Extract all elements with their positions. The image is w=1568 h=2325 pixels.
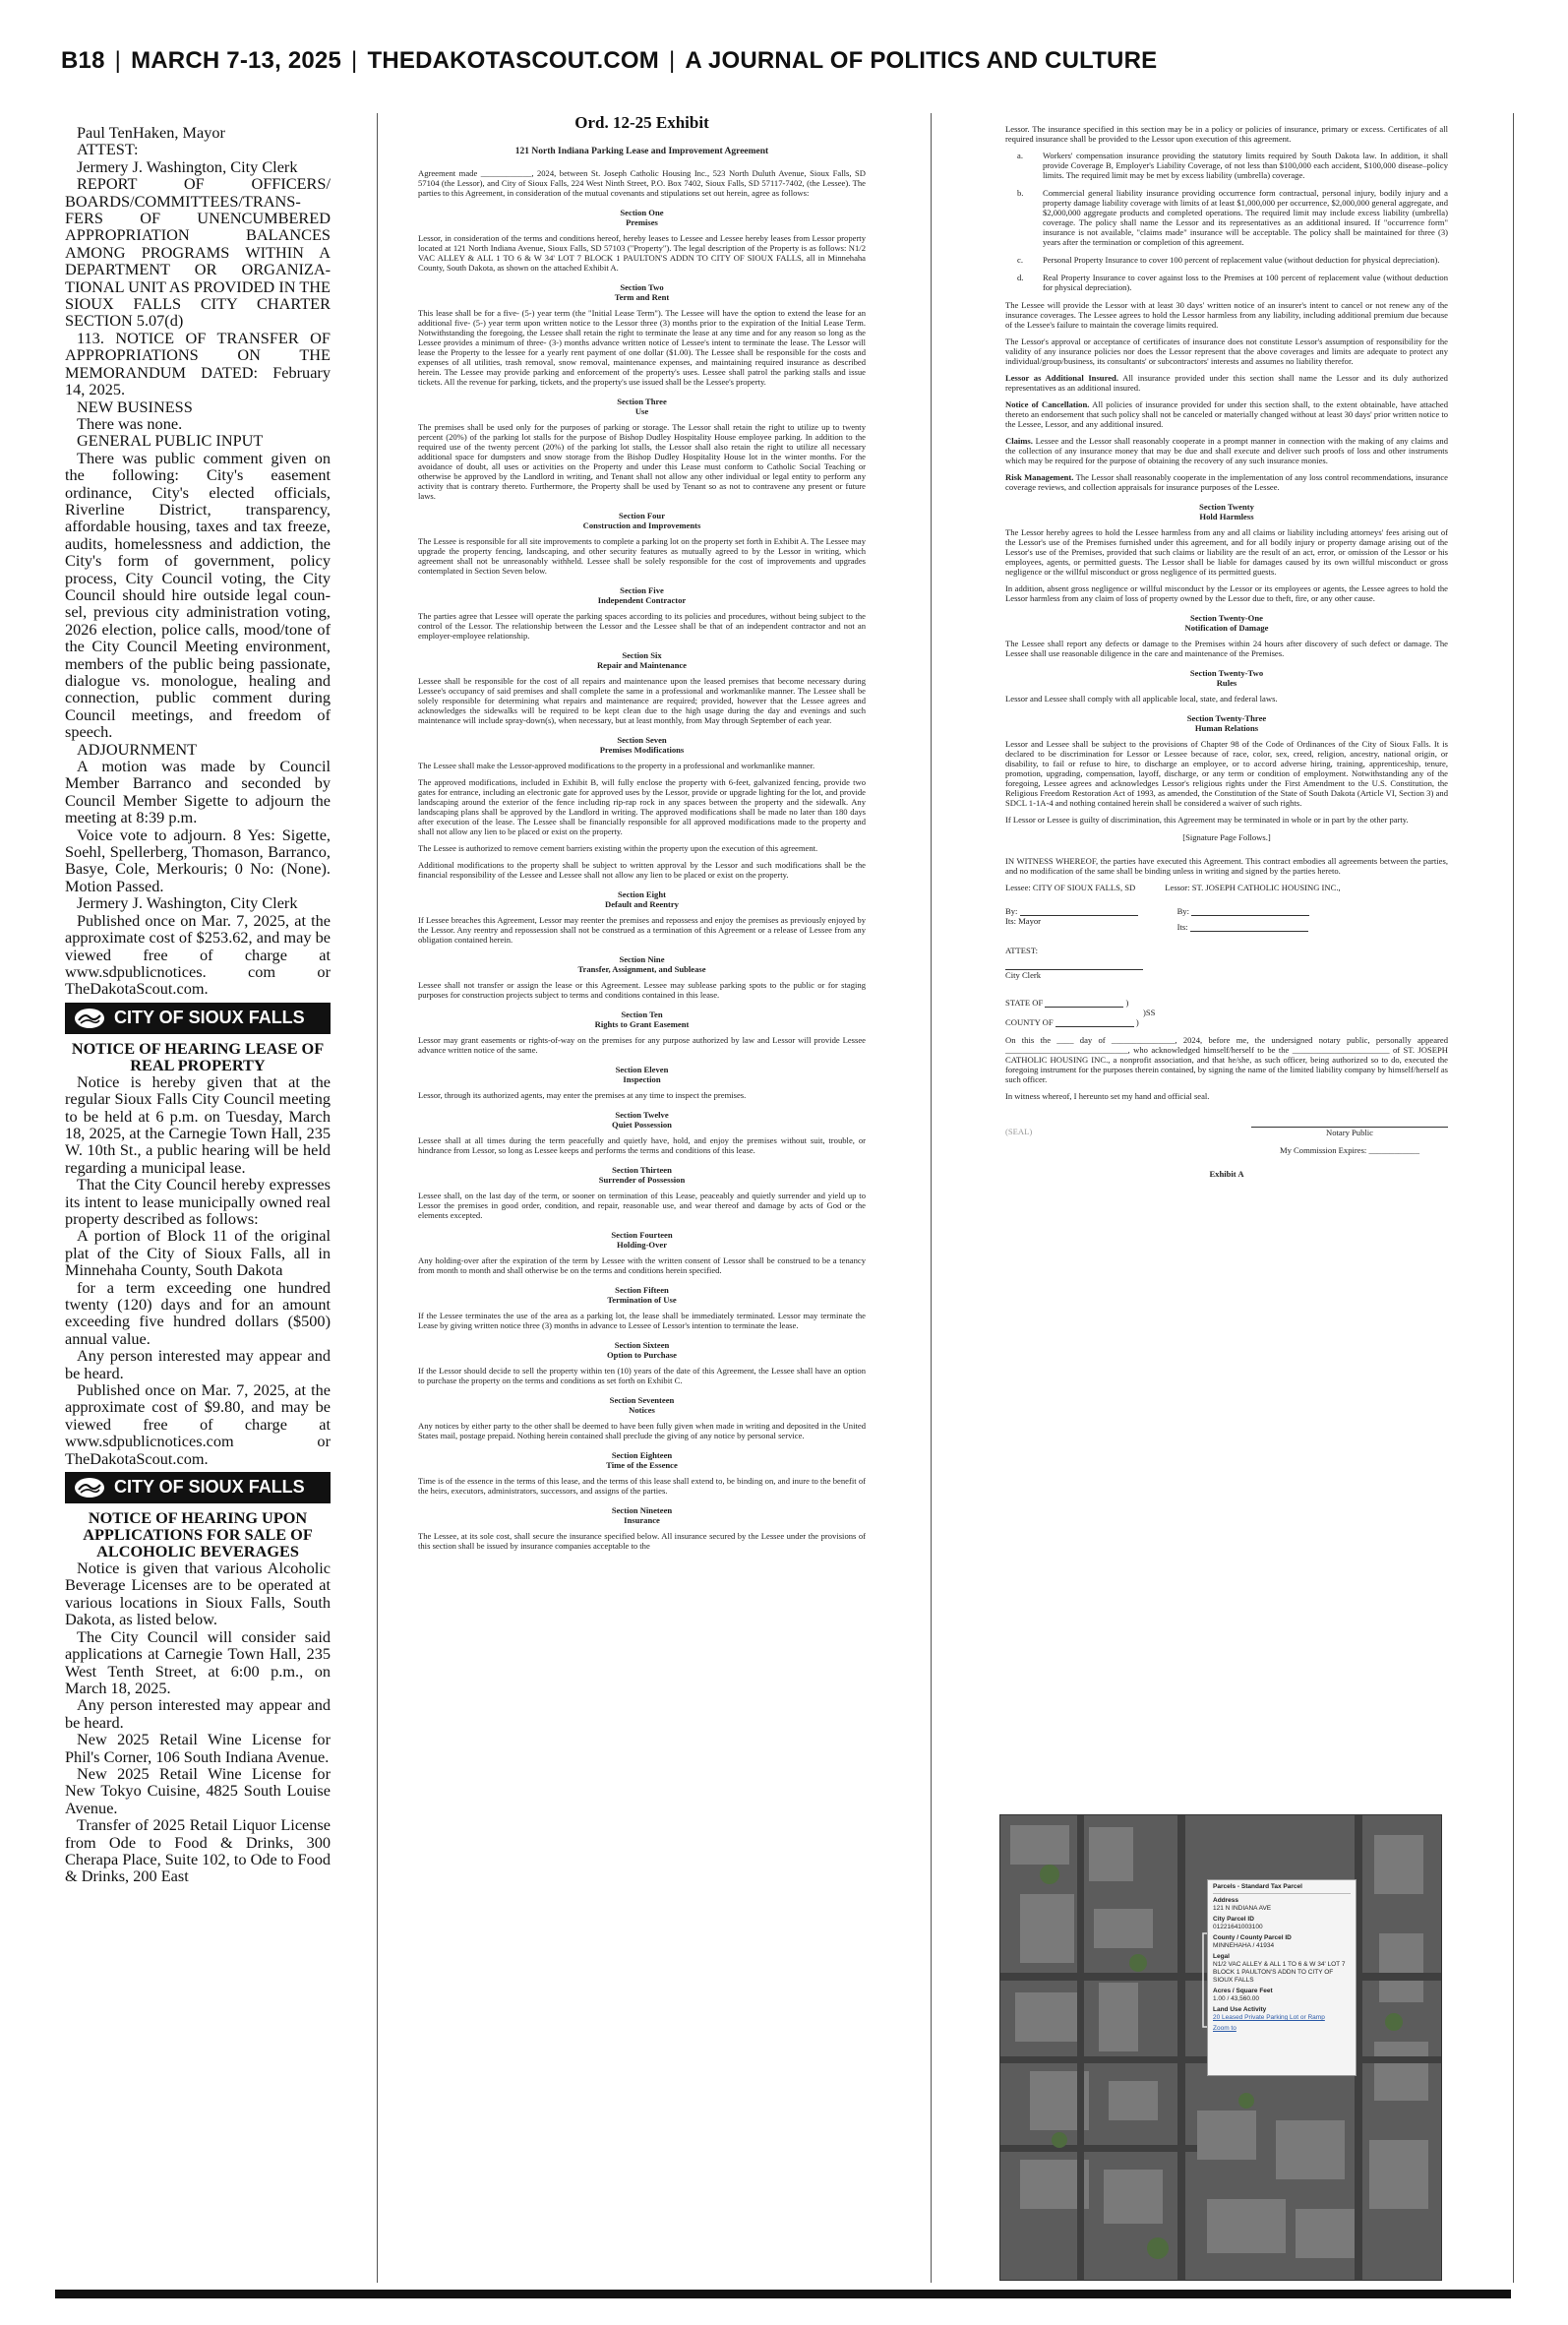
section-heading: Section Eighteen Time of the Essence <box>606 1450 678 1470</box>
section-text: The Lessee will provide the Lessor with at least 30 days' written notice of an insurer's intent to cancel or not renew any of the insurance coverages. The Lessee agrees to hold the Lessor harmless from any liability, including additional premium due because of the Lessee's failure to maintain the coverage limits required. <box>1005 300 1448 330</box>
hearing-lease-title: NOTICE OF HEARING LEASE OF REAL PROPERTY <box>71 1038 325 1074</box>
hearing-alcohol-p6: Transfer of 2025 Retail Liquor License from Ode to Food & Drinks, 300 Cherapa Place, Suite 102, to Ode to Food & Drinks, 200 East <box>65 1815 331 1886</box>
column-divider <box>931 113 932 2283</box>
section-heading: Section Seventeen Notices <box>609 1395 675 1415</box>
section-heading: Section Four Construction and Improvements <box>582 511 701 530</box>
signature-block: By: Its: Mayor By: Its: <box>1005 906 1448 932</box>
list-item: b. Commercial general liability insurance providing occurrence form contractual, personal injury, bodily injury and a property damage liability coverage with limits of at least $1,000,000 per occurrence, $2,000,000 general aggregate, and $2,000,000 aggregate products and completed operations. The required limit may include excess liability (umbrella) coverage. The policy shall name the Lessor and its representatives as an additional insured. If "occurrence form" insurance is not available, "claims made" insurance will be acceptable. The policy shall be maintained for three (3) years after the termination or completion of this agreement. <box>1017 188 1448 247</box>
section-text: Lessor, through its authorized agents, may enter the premises at any time to inspect the premises. <box>418 1090 747 1100</box>
section-text: Risk Management. The Lessor shall reasonably cooperate in the implementation of any loss control recommendations, insurance coverage reviews, and collection appraisals for insurance purposes of the Lessee. <box>1005 472 1448 492</box>
section-text: The Lessor's approval or acceptance of certificates of insurance does not constitute Lessor's assumption of responsibility for the validity of any insurance policies nor does the Lessor represent that the above coverages and limits are adequate to protect any individual/group/business, its consultants' or subcontractors' interests and assumes no liability therefor. <box>1005 337 1448 366</box>
section-text: If the Lessee terminates the use of the area as a parking lot, the lease shall be immediately terminated. Lessor may terminate the Lease by giving written notice three (3) months in advance to Lessee of Lessor's intention to terminate the lease. <box>418 1311 866 1330</box>
tagline: A JOURNAL OF POLITICS AND CULTURE <box>685 47 1158 74</box>
section-text: Lessee shall not transfer or assign the lease or this Agreement. Lessee may sublease parking spots to the public or for staging purposes for construction projects subject to terms and conditions contained in this lease. <box>418 980 866 1000</box>
hearing-lease-p2: That the City Council hereby expresses its intent to lease municipally owned real property described as follows: <box>65 1175 331 1228</box>
item-113: 113. NOTICE OF TRANSFER OF APPROPRIATIONS ON THE MEMORANDUM DATED: February 14, 2025. <box>65 328 331 399</box>
hearing-alcohol-p4: New 2025 Retail Wine License for Phil's Corner, 106 South Indiana Avenue. <box>65 1730 331 1766</box>
section-text: This lease shall be for a five- (5-) year term (the "Initial Lease Term"). The Lessee will have the option to extend the lease for an additional five- (5-) year term upon written notice to the Lessor three (3) months prior to the expiration of the Initial Lease Term. Notwithstanding the foregoing, the Lessee shall retain the right to terminate the lease at any time and for any reason so long as the Lessee provides a minimum of three- (3-) months advance written notice of Lessee's intent to terminate the lease. The Lessor will lease the Property to the lessee for a yearly rent payment of one dollar ($1.00). The Lessee shall be responsible for the costs and expenses of all utilities, trash removal, snow removal, maintenance expenses, and maintaining required insurance as described herein. The Lessee may provide parking and enforcement of the property's uses. Lessee shall patrol the parking stalls and issue tickets. All the revenue for parking, tickets, and the property's use issued shall be the Lessee's property. <box>418 308 866 387</box>
hearing-lease-p3: A portion of Block 11 of the original plat of the City of Sioux Falls, all in Minnehaha County, South Dakota <box>65 1226 331 1280</box>
clerk-signature-2: Jermery J. Washington, City Clerk <box>77 893 298 913</box>
aerial-parcel-map <box>999 1814 1442 2281</box>
hearing-lease-p4: for a term exceeding one hundred twenty (120) days and for an amount exceeding five hundred dollars ($500) annual value. <box>65 1277 331 1348</box>
section-text: Notice of Cancellation. All policies of insurance provided for under this section shall, to the extent obtainable, have attached thereto an endorsement that such policy shall not be canceled or materially changed without at least 30 days' prior written notice to the Lessee, Lessor, and any additional insured. <box>1005 399 1448 429</box>
section-text: Lessor, in consideration of the terms and conditions hereof, hereby leases to Lessee and Lessee hereby leases from Lessor property located at 121 North Indiana Avenue, Sioux Falls, SD 57103 ("Property"). The legal description of the Property is as follows: N1/2 VAC ALLEY & ALL 1 TO 6 & W 34' LOT 7 BLOCK 1 PAULTON'S ADDN TO CITY OF SIOUX FALLS, all in Minnehaha County, South Dakota, as shown on the attached Exhibit A. <box>418 233 866 273</box>
public-input-heading: GENERAL PUBLIC INPUT <box>77 431 264 451</box>
section-heading: Section Sixteen Option to Purchase <box>607 1340 677 1360</box>
exhibit-title: Ord. 12-25 Exhibit <box>574 113 709 132</box>
section-text: Lessee shall be responsible for the cost of all repairs and maintenance upon the leased premises that become necessary during Lessee's occupancy of said premises and shall complete the same in a professional and workmanlike manner. The Lessee shall be solely responsible for determining what repairs and maintenance are required; provided, however that the Lessee agrees and acknowledges the sidewalks will be required to be kept clean due to the high usage during the day and evenings and such maintenance will include spray-down(s), when necessary, but at least monthly, from May through September of each year. <box>418 676 866 725</box>
signature-follows: [Signature Page Follows.] <box>1182 832 1271 842</box>
parcel-info-popup: Parcels - Standard Tax Parcel Address 121 N INDIANA AVE City Parcel ID 01221641003100 County / County Parcel ID MINNEHAHA / 41934 Legal N1/2 VAC ALLEY & ALL 1 TO 6 & W 34' LOT 7 BLOCK 1 PAULTON'S ADDN TO CITY OF SIOUX FALLS Acres / Square Feet 1.00 / 43,560.00 Land Use Activity 20 Leased Private Parking Lot or Ramp Zoom to <box>1207 1879 1357 2076</box>
hearing-alcohol-p1: Notice is given that various Alcoholic Beverage Licenses are to be operated at various locations in Sioux Falls, South Dakota, as listed below. <box>65 1559 331 1629</box>
section-text: The Lessee is responsible for all site improvements to complete a parking lot on the property set forth in Exhibit A. The Lessee may upgrade the property fencing, landscaping, and other security features as mutually agreed to by the Lessor in writing, which agreement shall not be unreasonably withheld. Lessee shall be solely responsible for the cost of improvements and upgrades contemplated in Section Seven below. <box>418 536 866 576</box>
section-heading: Section Three Use <box>617 397 667 416</box>
section-text: The Lessee shall report any defects or damage to the Premises within 24 hours after discovery of such defect or damage. The Lessee shall use reasonable diligence in the care and maintenance of the Premises. <box>1005 639 1448 658</box>
section-text: The Lessee shall make the Lessor-approved modifications to the property in a professional and workmanlike manner. <box>418 761 815 770</box>
section-text: Any holding-over after the expiration of the term by Lessee with the written consent of Lessor shall be construed to be a tenancy from month to month and shall otherwise be on the terms and conditions herein specified. <box>418 1255 866 1275</box>
section-heading: Section Eleven Inspection <box>615 1065 669 1084</box>
section-heading: Section Seven Premises Modifications <box>599 735 685 755</box>
column-divider <box>377 113 378 2283</box>
hearing-lease-p5: Any person interested may appear and be heard. <box>65 1346 331 1382</box>
mayor-signature: Paul TenHaken, Mayor <box>77 124 225 142</box>
section-text: Time is of the essence in the terms of this lease, and the terms of this lease shall extend to, be binding on, and inure to the benefit of the heirs, executors, administrators, successors, and assigns of the parties. <box>418 1476 866 1496</box>
issue-date: MARCH 7-13, 2025 <box>131 47 342 74</box>
section-text: The Lessee, at its sole cost, shall secure the insurance specified below. All insurance secured by the Lessee under the provisions of this section shall be issued by insurance companies acceptable to the <box>418 1531 866 1551</box>
exhibit-page-1 <box>418 113 866 2288</box>
zoom-to-link[interactable]: Zoom to <box>1213 2025 1236 2032</box>
attest-block: ATTEST: City Clerk <box>1005 946 1448 980</box>
section-heading: Section Twenty Hold Harmless <box>1199 502 1254 521</box>
section-text: Lessor and Lessee shall comply with all applicable local, state, and federal laws. <box>1005 694 1278 704</box>
column-divider <box>1513 113 1514 2283</box>
section-heading: Section Fifteen Termination of Use <box>607 1285 677 1305</box>
clerk-signature: Jermery J. Washington, City Clerk <box>77 156 298 176</box>
section-heading: Section Twelve Quiet Possession <box>612 1110 672 1130</box>
section-heading: Section Twenty-Two Rules <box>1189 668 1264 688</box>
hearing-lease-p1: Notice is hereby given that at the regular Sioux Falls City Council meeting to be held at 6 p.m. on Tuesday, March 18, 2025, at the Carnegie Town Hall, 235 W. 10th St., a public hearing will be held regarding a municipal lease. <box>65 1071 331 1177</box>
page-number: B18 <box>61 47 105 74</box>
city-banner-text: CITY OF SIOUX FALLS <box>114 1008 305 1028</box>
section-heading: Section Eight Default and Reentry <box>605 889 679 909</box>
public-notices-column <box>65 124 331 2284</box>
agreement-title: 121 North Indiana Parking Lease and Improvement Agreement <box>514 147 769 156</box>
section-text: The Lessor hereby agrees to hold the Lessee harmless from any and all claims or liability including attorneys' fees arising out of the Lessor's use of the Premises furnished under this agreement, and for all bodily injury or property damage arising out of the Lessor's use of the Premises, provided that such claims or liability are the result of an act, error, or omission of the Lessor or his employees, agents, or permitted guests. The Lessor shall be liable for damages caused by its own willful misconduct or gross negligence or the willful misconduct or gross negligence of its permitted guests. <box>1005 527 1448 577</box>
section-text: Claims. Lessee and the Lessor shall reasonably cooperate in a prompt manner in connection with the making of any claims and the collection of any insurance money that may be due and shall execute and deliver such proofs of loss and other instruments which may be required for the purpose of obtaining the recovery of any such insurance monies. <box>1005 436 1448 465</box>
list-item: d. Real Property Insurance to cover against loss to the Premises at 100 percent of replacement value (without deduction for physical depreciation). <box>1017 273 1448 292</box>
section-heading: Section Thirteen Surrender of Possession <box>598 1165 686 1185</box>
section-text: The Lessee is authorized to remove cement barriers existing within the property upon the execution of this agreement. <box>418 843 818 853</box>
publication-note-2: Published once on Mar. 7, 2025, at the approximate cost of $9.80, and may be viewed free of charge at www.sdpublicnotices.com or TheDakotaScout.com. <box>65 1380 331 1468</box>
notary-block: (SEAL) Notary Public My Commission Expires: ____________ <box>1005 1127 1448 1155</box>
section-text: The approved modifications, included in Exhibit B, will fully enclose the property with 6-feet, galvanized fencing, provide two gates for entrance, including an electronic gate for approved uses by the Lessor, provide or upgrade lighting for the lot, and provide landscaping around the exterior of the fence including rip-rap rock in any spaces between the property and the sidewalk. Any landscaping plans shall be approved by the Landlord in writing. The approved modifications shall be made no later than 180 days after execution of the lease. The Lessee shall be financially responsible for all approved modifications made to the property and shall not allow any lien to be placed or exist on the property. <box>418 777 866 836</box>
notary-venue: STATE OF ) )SS COUNTY OF ) <box>1005 998 1156 1027</box>
new-business-heading: NEW BUSINESS <box>77 397 193 416</box>
public-input-text: There was public comment given on the following: City's easement ordinance, City's elected officials, Riverline District, transparency, affordable housing, taxes and tax freeze, audits, homelessness and addiction, the City's form of government, policy process, City Council voting, the City Council should hire outside legal counsel, previous city administration voting, 2026 election, police calls, mood/tone of the City Council Meeting environment, members of the public being passionate, dialogue vs. monologue, healing and connection, public comment during Council meetings, and freedom of speech. <box>65 448 331 742</box>
list-item: c. Personal Property Insurance to cover 100 percent of replacement value (without deduction for physical depreciation). <box>1017 255 1440 265</box>
party-names: Lessee: CITY OF SIOUX FALLS, SD Lessor: ST. JOSEPH CATHOLIC HOUSING INC., <box>1005 883 1341 892</box>
section-heading: Section Fourteen Holding-Over <box>611 1230 673 1250</box>
section-text: Lessor. The insurance specified in this section may be in a policy or policies of insurance, primary or excess. Certificates of all required insurance shall be provided to the Lessor upon execution of this agreement. <box>1005 124 1448 144</box>
exhibit-a-label: Exhibit A <box>1209 1169 1244 1179</box>
witness-clause: IN WITNESS WHEREOF, the parties have executed this Agreement. This contract embodies all agreements between the parties, and no modification of the same shall be binding unless in writing and signed by the parties hereto. <box>1005 856 1448 876</box>
hearing-alcohol-p3: Any person interested may appear and be heard. <box>65 1695 331 1732</box>
city-logo-icon <box>73 1476 106 1499</box>
adjourn-vote: Voice vote to adjourn. 8 Yes: Sigette, Soehl, Spellerberg, Thomason, Barranco, Basye, Cole, Merkouris; 0 No: (None). Motion Passed. <box>65 825 331 895</box>
section-heading: Section Nineteen Insurance <box>611 1505 673 1525</box>
bottom-rule <box>55 2290 1511 2298</box>
section-text: Lessee shall, on the last day of the term, or sooner on termination of this Lease, peaceably and quietly surrender and yield up to Lessor the premises in good order, condition, and repair, reasonable use, and wear thereof and damage by acts of God or the elements excepted. <box>418 1191 866 1220</box>
witness-hand: In witness whereof, I hereunto set my hand and official seal. <box>1005 1091 1210 1101</box>
city-banner-text: CITY OF SIOUX FALLS <box>114 1477 305 1498</box>
section-text: Additional modifications to the property shall be subject to written approval by the Lessor and such modifications shall be the financial responsibility of the Lessee and Lessee shall not allow any lien to be placed or exist on the property. <box>418 860 866 880</box>
section-heading: Section Nine Transfer, Assignment, and Sublease <box>577 954 706 974</box>
attest-label: ATTEST: <box>77 140 139 159</box>
section-text: In addition, absent gross negligence or willful misconduct by the Lessor or its employees or agents, the Lessee agrees to hold the Lessor harmless from any claim of loss of property owned by the Lessor due to theft, fire, or any other cause. <box>1005 583 1448 603</box>
notary-text: On this the ____ day of _______________, 2024, before me, the undersigned notary public, personally appeared _____________________________, who acknowledged himself/herself to be the _______________________ of ST. JOSEPH CATHOLIC HOUSING INC., a nonprofit association, and that he/she, as such officer, being authorized so to do, executed the foregoing instrument for the purposes therein contained, by signing the name of the limited liability company by himself/herself as such officer. <box>1005 1035 1448 1084</box>
section-heading: Section Twenty-Three Human Relations <box>1186 713 1267 733</box>
section-text: If the Lessor should decide to sell the property within ten (10) years of the date of this Agreement, the Lessee shall have an option to purchase the property on the terms and conditions as set forth on Exhibit C. <box>418 1366 866 1385</box>
section-text: Lessee shall at all times during the term peacefully and quietly have, hold, and enjoy the premises without suit, trouble, or hindrance from Lessor, so long as Lessee keeps and performs the terms and conditions of this lease. <box>418 1135 866 1155</box>
report-heading: REPORT OF OFFICERS/ BOARDS/COMMITTEES/TRANSFERS OF UNENCUMBERED APPROPRIATION BALANCES AMONG PROGRAMS WITHIN A DEPARTMENT OR ORGANIZATIONAL UNIT AS PROVIDED IN THE SIOUX FALLS CITY CHARTER SECTION 5.07(d) <box>65 174 331 331</box>
site-name: THEDAKOTASCOUT.COM <box>367 47 659 74</box>
section-heading: Section Twenty-One Notification of Damage <box>1184 613 1269 633</box>
hearing-alcohol-title: NOTICE OF HEARING UPON APPLICATIONS FOR SALE OF ALCOHOLIC BEVERAGES <box>83 1508 313 1561</box>
land-use-link[interactable]: 20 Leased Private Parking Lot or Ramp <box>1213 2014 1325 2021</box>
list-item: a. Workers' compensation insurance providing the statutory limits required by South Dakota law. In addition, it shall provide Coverage B, Employer's Liability Coverage, of not less than $100,000 each accident, $100,000 disease–policy limits. The required limit may be met by excess liability (umbrella) coverage. <box>1017 151 1448 180</box>
adjournment-heading: ADJOURNMENT <box>77 739 198 759</box>
agreement-intro: Agreement made ____________, 2024, between St. Joseph Catholic Housing Inc., 523 North Duluth Avenue, Sioux Falls, SD 57104 (the Lessor), and City of Sioux Falls, 224 West Ninth Street, P.O. Box 7402, Sioux Falls, SD 57117-7402, (the Lessee). The parties to this Agreement, in consideration of the mutual covenants and stipulations set out herein, agree as follows: <box>418 168 866 198</box>
section-heading: Section One Premises <box>620 208 664 227</box>
hearing-alcohol-p5: New 2025 Retail Wine License for New Tokyo Cuisine, 4825 South Louise Avenue. <box>65 1763 331 1817</box>
section-heading: Section Two Term and Rent <box>614 282 670 302</box>
hearing-alcohol-p2: The City Council will consider said applications at Carnegie Town Hall, 235 West Tenth Street, at 6:00 p.m., on March 18, 2025. <box>65 1626 331 1697</box>
new-business-text: There was none. <box>77 413 183 433</box>
section-text: Lessor and Lessee shall be subject to the provisions of Chapter 98 of the Code of Ordinances of the City of Sioux Falls. It is declared to be discrimination for Lessor or Lessee because of race, color, sex, creed, religion, ancestry, national origin, or disability, to fail or refuse to hire, to discharge an employee, or to accord adverse hiring, training, apprenticeship, tenure, promotion, upgrading, compensation, layoff, discharge, or any term or condition of employment. Notwithstanding any of the foregoing, Lessee agrees and acknowledges Lessor's religious rights under the First Amendment to the U.S. Constitution, the Religious Freedom Restoration Act of 1993, as amended, the Constitution of the State of South Dakota (Article VI, Section 3) and SDCL 1-1A-4 and nothing contained herein shall be considered a waiver of such rights. <box>1005 739 1448 808</box>
city-logo-icon <box>73 1007 106 1030</box>
section-heading: Section Ten Rights to Grant Easement <box>594 1010 690 1029</box>
section-text: If Lessee breaches this Agreement, Lessor may reenter the premises and repossess and enjoy the premises as previously enjoyed by the Lessor. Any reentry and repossession shall not be construed as a termination of this Agreement or a release of Lessee from any obligation contained herein. <box>418 915 866 945</box>
adjourn-motion: A motion was made by Council Member Barranco and seconded by Council Member Sigette to adjourn the meeting at 8:39 p.m. <box>65 757 331 827</box>
section-text: The premises shall be used only for the purposes of parking or storage. The Lessor shall retain the right to utilize up to twenty percent (20%) of the parking lot stalls for the purpose of Bishop Dudley Hospitality House employee parking. In addition to the required use of the twenty percent (20%) of the parking lot stalls, the Lessor shall also retain the right to utilize all necessary additional space for dumpsters and snow storage from the Bishop Dudley Hospitality House lot in the winter months. For the avoidance of doubt, all uses or activities on the Property and under this Lease must conform to Catholic Social Teaching or otherwise be approved by the Landlord in writing, and Tenant shall not allow any other individual or legal entity to perform any activity that is contrary thereto. Furthermore, the Property shall be used by Tenant so as not to contravene any present or future laws. <box>418 422 866 501</box>
section-heading: Section Six Repair and Maintenance <box>596 650 688 670</box>
section-text: Any notices by either party to the other shall be deemed to have been fully given when made in writing and deposited in the United States mail, postage prepaid. Nothing herein contained shall preclude the giving of any notice by personal service. <box>418 1421 866 1440</box>
section-text: Lessor as Additional Insured. All insurance provided under this section shall name the Lessor and its duly authorized representatives as an additional insured. <box>1005 373 1448 393</box>
masthead: B18 | MARCH 7-13, 2025 | THEDAKOTASCOUT.COM | A JOURNAL OF POLITICS AND CULTURE <box>61 47 1158 74</box>
section-text: The parties agree that Lessee will operate the parking spaces according to its policies and procedures, without being subject to the control of the Lessor. The relationship between the Lessor and the Lessee shall be that of an independent contractor and not an employer-employee relationship. <box>418 611 866 641</box>
section-text: Lessor may grant easements or rights-of-way on the premises for any purpose authorized by law and Lessor will provide Lessee advance written notice of the same. <box>418 1035 866 1055</box>
publication-note: Published once on Mar. 7, 2025, at the approximate cost of $253.62, and may be viewed free of charge at www.sdpublicnotices. com or TheDakotaScout.com. <box>65 910 331 999</box>
section-heading: Section Five Independent Contractor <box>597 585 687 605</box>
city-banner-2 <box>65 1472 331 1503</box>
city-banner <box>65 1003 331 1034</box>
section-text: If Lessor or Lessee is guilty of discrimination, this Agreement may be terminated in whole or in part by the other party. <box>1005 815 1409 825</box>
